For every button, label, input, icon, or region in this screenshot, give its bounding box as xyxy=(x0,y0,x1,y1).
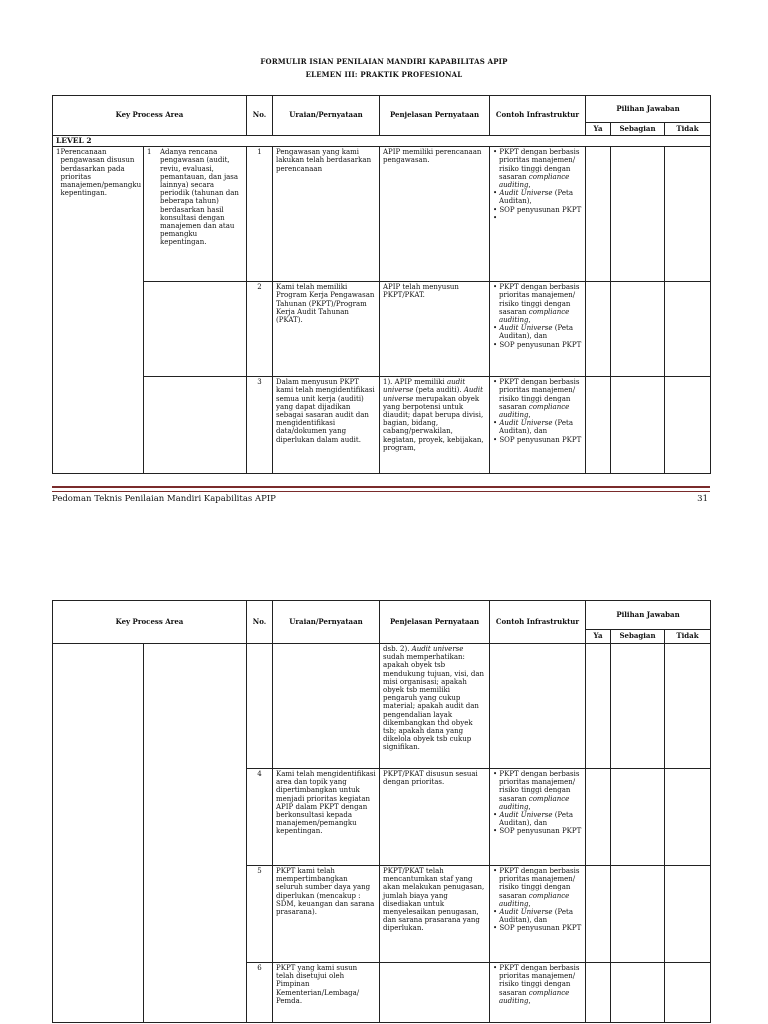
row-no: 2 xyxy=(247,282,273,377)
header-pilihan: Pilihan Jawaban xyxy=(586,96,711,123)
assessment-table-page1 xyxy=(52,95,711,474)
infra-bullet: • PKPT dengan berbasis prioritas manajemen/ risiko tinggi dengan sasaran compliance auditing, xyxy=(493,867,580,908)
header-contoh: Contoh Infrastruktur xyxy=(490,601,586,644)
empty-cell xyxy=(144,377,247,474)
header-penjelasan: Penjelasan Pernyataan xyxy=(380,601,490,644)
kpa-sub-text: Adanya rencana pengawasan (audit, reviu, evaluasi, pemantauan, dan jasa lainnya) secara periodik (tahunan dan beberapa tahun) berdasarkan hasil konsultasi dengan manajemen dan atau pemangku kepentingan. xyxy=(160,148,239,247)
row-penjelasan xyxy=(380,963,490,1023)
header-pilihan: Pilihan Jawaban xyxy=(586,601,711,630)
infra-bullet: • Audit Universe (Peta Auditan), dan xyxy=(493,419,574,436)
answer-sebagian-cell[interactable] xyxy=(611,147,665,282)
kpa-text: Perencanaan pengawasan disusun berdasarkan pada prioritas manajemen/pemangku kepentingan. xyxy=(60,148,142,198)
table-row xyxy=(53,282,711,377)
infra-bullet: • PKPT dengan berbasis prioritas manajemen/ risiko tinggi dengan sasaran compliance auditing, xyxy=(493,148,580,190)
table-row xyxy=(53,644,711,769)
row-penjelasan: PKPT/PKAT telah mencantumkan staf yang akan melakukan penugasan, jumlah biaya yang disediakan untuk menyelesaikan penugasan, dan sarana prasarana yang diperlukan. xyxy=(380,866,490,963)
header-ya: Ya xyxy=(586,123,611,136)
header-kpa: Key Process Area xyxy=(53,601,247,644)
row-uraian: PKPT yang kami susun telah disetujui oleh Pimpinan Kementerian/Lembaga/ Pemda. xyxy=(273,963,380,1023)
footer-rule xyxy=(52,486,710,492)
row-no: 4 xyxy=(247,769,273,866)
row-infrastruktur xyxy=(490,769,586,866)
header-no: No. xyxy=(247,96,273,136)
row-no: 6 xyxy=(247,963,273,1023)
page-number: 31 xyxy=(697,494,708,504)
infra-bullet: • SOP penyusunan PKPT xyxy=(493,340,582,349)
empty-cell xyxy=(490,644,586,769)
row-penjelasan: APIP telah menyusun PKPT/PKAT. xyxy=(380,282,490,377)
level-label: LEVEL 2 xyxy=(53,136,711,147)
infra-bullet: • PKPT dengan berbasis prioritas manajemen/ risiko tinggi dengan sasaran compliance auditing, xyxy=(493,964,580,1005)
infra-bullet: • SOP penyusunan PKPT xyxy=(493,205,582,214)
table-row xyxy=(53,377,711,474)
table-row xyxy=(53,147,711,282)
infra-bullet: • Audit Universe (Peta Auditan), dan xyxy=(493,811,574,828)
row-no: 5 xyxy=(247,866,273,963)
infra-bullet: • PKPT dengan berbasis prioritas manajemen/ risiko tinggi dengan sasaran compliance auditing, xyxy=(493,283,580,325)
answer-tidak-cell[interactable] xyxy=(665,963,711,1023)
answer-ya-cell[interactable] xyxy=(586,147,611,282)
header-uraian: Uraian/Pernyataan xyxy=(273,601,380,644)
infra-bullet: • SOP penyusunan PKPT xyxy=(493,435,582,444)
assessment-table-page2 xyxy=(52,600,711,1023)
row-no: 1 xyxy=(247,147,273,282)
row-infrastruktur xyxy=(490,377,586,474)
answer-tidak-cell[interactable] xyxy=(665,282,711,377)
infra-bullet: • xyxy=(493,213,498,222)
answer-ya-cell[interactable] xyxy=(586,866,611,963)
infra-bullet: • Audit Universe (Peta Auditan), dan xyxy=(493,908,574,925)
answer-tidak-cell[interactable] xyxy=(665,147,711,282)
row-uraian: Kami telah mengidentifikasi area dan topik yang dipertimbangkan untuk menjadi prioritas kegiatan APIP dalam PKPT dengan berkonsultasi kepada manajemen/pemangku kepentingan. xyxy=(273,769,380,866)
header-contoh: Contoh Infrastruktur xyxy=(490,96,586,136)
infra-bullet: • Audit Universe (Peta Auditan), dan xyxy=(493,324,574,341)
answer-sebagian-cell[interactable] xyxy=(611,769,665,866)
answer-sebagian-cell[interactable] xyxy=(611,963,665,1023)
header-tidak: Tidak xyxy=(665,630,711,644)
row-uraian: Dalam menyusun PKPT kami telah mengidentifikasi semua unit kerja (auditi) yang dapat dijadikan sebagai sasaran audit dan mengidentifikasi data/dokumen yang diperlukan dalam audit. xyxy=(273,377,380,474)
header-sebagian: Sebagian xyxy=(611,630,665,644)
header-ya: Ya xyxy=(586,630,611,644)
header-sebagian: Sebagian xyxy=(611,123,665,136)
answer-tidak-cell[interactable] xyxy=(665,644,711,769)
kpa-number: 1 xyxy=(56,148,61,157)
row-uraian: Kami telah memiliki Program Kerja Pengawasan Tahunan (PKPT)/Program Kerja Audit Tahunan (PKAT). xyxy=(273,282,380,377)
row-no: 3 xyxy=(247,377,273,474)
answer-tidak-cell[interactable] xyxy=(665,866,711,963)
answer-sebagian-cell[interactable] xyxy=(611,644,665,769)
row-penjelasan: 1). APIP memiliki audit universe (peta auditi). Audit universe merupakan obyek yang berpotensi untuk diaudit; dapat berupa divisi, bagian, bidang, cabang/perwakilan, kegiatan, proyek, kebijakan, program, xyxy=(380,377,490,474)
empty-cell xyxy=(144,282,247,377)
header-kpa: Key Process Area xyxy=(53,96,247,136)
empty-cell xyxy=(144,644,247,1023)
header-no: No. xyxy=(247,601,273,644)
row-uraian: Pengawasan yang kami lakukan telah berdasarkan perencanaan xyxy=(273,147,380,282)
answer-ya-cell[interactable] xyxy=(586,282,611,377)
row-penjelasan: PKPT/PKAT disusun sesuai dengan prioritas. xyxy=(380,769,490,866)
page-title-line2: ELEMEN III: PRAKTIK PROFESIONAL xyxy=(305,70,463,79)
row-infrastruktur xyxy=(490,963,586,1023)
header-tidak: Tidak xyxy=(665,123,711,136)
row-infrastruktur xyxy=(490,282,586,377)
row-penjelasan: APIP memiliki perencanaan pengawasan. xyxy=(380,147,490,282)
row-infrastruktur xyxy=(490,866,586,963)
kpa-sub-cell xyxy=(144,147,247,282)
row-uraian: PKPT kami telah mempertimbangkan seluruh sumber daya yang diperlukan (mencakup : SDM, keuangan dan sarana prasarana). xyxy=(273,866,380,963)
answer-ya-cell[interactable] xyxy=(586,377,611,474)
infra-bullet: • SOP penyusunan PKPT xyxy=(493,827,582,836)
answer-sebagian-cell[interactable] xyxy=(611,282,665,377)
answer-tidak-cell[interactable] xyxy=(665,769,711,866)
answer-sebagian-cell[interactable] xyxy=(611,377,665,474)
kpa-cell xyxy=(53,147,144,474)
row-penjelasan: dsb. 2). Audit universe sudah memperhatikan: apakah obyek tsb mendukung tujuan, visi, dan misi organisasi; apakah obyek tsb memiliki pengaruh yang cukup material; apakah audit dan pengendalian layak dikembangkan thd obyek tsb; apakah dana yang dikelola obyek tsb cukup signifikan. xyxy=(380,644,490,769)
page-title-line1: FORMULIR ISIAN PENILAIAN MANDIRI KAPABILITAS APIP xyxy=(260,57,508,66)
answer-ya-cell[interactable] xyxy=(586,963,611,1023)
header-uraian: Uraian/Pernyataan xyxy=(273,96,380,136)
row-infrastruktur xyxy=(490,147,586,282)
empty-cell xyxy=(53,644,144,1023)
answer-ya-cell[interactable] xyxy=(586,769,611,866)
footer-text: Pedoman Teknis Penilaian Mandiri Kapabilitas APIP xyxy=(52,494,276,504)
header-penjelasan: Penjelasan Pernyataan xyxy=(380,96,490,136)
infra-bullet: • SOP penyusunan PKPT xyxy=(493,924,582,933)
row-uraian xyxy=(273,644,380,769)
kpa-sub-number: 1 xyxy=(147,148,152,157)
infra-bullet: • PKPT dengan berbasis prioritas manajemen/ risiko tinggi dengan sasaran compliance auditing, xyxy=(493,770,580,811)
infra-bullet: • Audit Universe (Peta Auditan), xyxy=(493,189,574,206)
answer-sebagian-cell[interactable] xyxy=(611,866,665,963)
answer-tidak-cell[interactable] xyxy=(665,377,711,474)
infra-bullet: • PKPT dengan berbasis prioritas manajemen/ risiko tinggi dengan sasaran compliance auditing, xyxy=(493,378,580,420)
row-no xyxy=(247,644,273,769)
answer-ya-cell[interactable] xyxy=(586,644,611,769)
